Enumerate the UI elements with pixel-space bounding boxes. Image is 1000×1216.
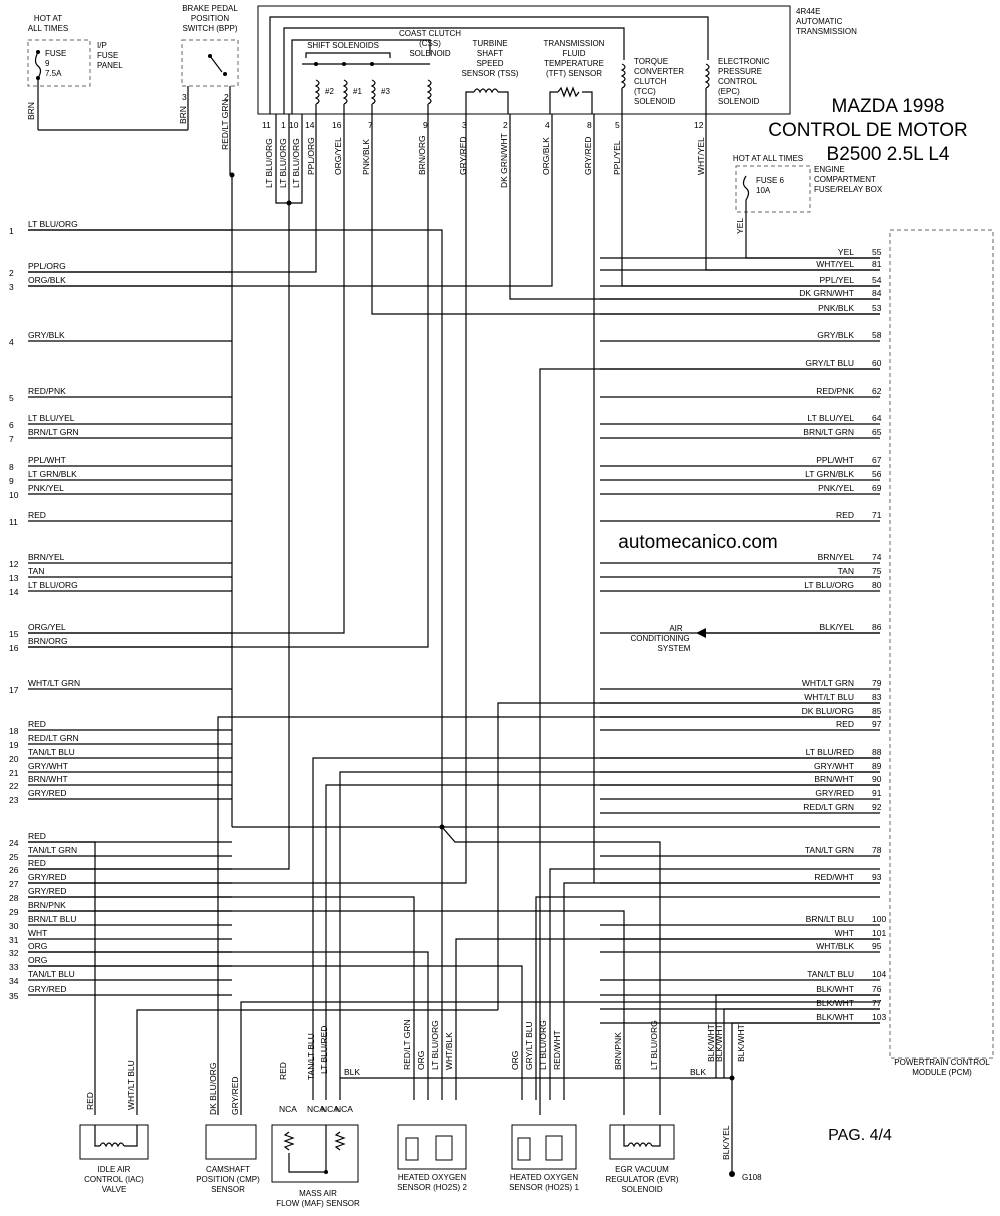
ho2s1-heater-icon — [546, 1136, 562, 1160]
maf-blk-label: BLK — [344, 1067, 361, 1077]
wire-label-lt-blu-org-c: LT BLU/ORG — [291, 138, 301, 188]
right-row-number: 80 — [872, 580, 882, 590]
right-row-number: 85 — [872, 706, 882, 716]
right-row-number: 60 — [872, 358, 882, 368]
page-number: PAG. 4/4 — [828, 1127, 892, 1144]
right-row-number: 89 — [872, 761, 882, 771]
cmp-box — [206, 1125, 256, 1159]
right-row-number: 93 — [872, 872, 882, 882]
left-row-wire-label: LT BLU/ORG — [28, 219, 78, 229]
right-row-number: 69 — [872, 483, 882, 493]
right-row-wire-label: RED — [836, 719, 854, 729]
left-row-wire-label: WHT/LT GRN — [28, 678, 81, 688]
right-row-number: 90 — [872, 774, 882, 784]
ho2s2-label: HEATED OXYGEN SENSOR (HO2S) 2 — [397, 1173, 467, 1192]
left-row-number: 17 — [9, 685, 19, 695]
left-row-wire-label: GRY/BLK — [28, 330, 65, 340]
trans-pin-14: 14 — [305, 120, 315, 130]
ho2s1-box — [512, 1125, 576, 1169]
fuse-6-icon — [744, 176, 749, 200]
right-row-wire-label: PPL/WHT — [816, 455, 854, 465]
trans-pin-1: 1 — [281, 120, 286, 130]
evr-solenoid — [605, 1020, 678, 1194]
tcc-coil-icon — [622, 64, 625, 88]
right-row-wire-label: BLK/WHT — [816, 1012, 854, 1022]
left-row-number: 29 — [9, 907, 19, 917]
right-row-wire-label: BRN/WHT — [814, 774, 854, 784]
maf-wire-red: RED — [278, 1062, 288, 1080]
left-row-number: 12 — [9, 559, 19, 569]
right-row-number: 95 — [872, 941, 882, 951]
iac-coil-icon — [100, 1143, 124, 1146]
left-row-wire-label: PPL/ORG — [28, 261, 66, 271]
right-row-wire-label: GRY/WHT — [814, 761, 854, 771]
sol-2-label: #2 — [325, 87, 334, 96]
left-row-number: 16 — [9, 643, 19, 653]
trans-pin-9: 9 — [423, 120, 428, 130]
right-row-number: 78 — [872, 845, 882, 855]
transmission-connector — [262, 120, 704, 130]
right-row-wire-label: RED — [836, 510, 854, 520]
ho2s-2 — [397, 1019, 467, 1192]
right-row-wire-label: BRN/LT GRN — [803, 427, 854, 437]
right-row-number: 77 — [872, 998, 882, 1008]
wire-label-org-blk: ORG/BLK — [541, 137, 551, 175]
right-row-wire-label: GRY/RED — [815, 788, 854, 798]
maf-nca-1: NCA — [279, 1104, 297, 1114]
pcm-left-rows — [9, 219, 232, 1001]
ho2s1-element-icon — [518, 1138, 530, 1160]
wire-label-gry-red-a: GRY/RED — [458, 136, 468, 175]
cmp-label: CAMSHAFT POSITION (CMP) SENSOR — [196, 1165, 260, 1194]
trans-pin-10: 10 — [289, 120, 299, 130]
right-row-wire-label: WHT/BLK — [816, 941, 854, 951]
left-row-number: 5 — [9, 393, 14, 403]
ip-fuse-panel-1: I/P — [97, 41, 107, 50]
engine-fuse-hot: HOT AT ALL TIMES — [732, 154, 804, 163]
left-row-wire-label: ORG — [28, 955, 48, 965]
evr-box — [610, 1125, 674, 1159]
right-row-wire-label: YEL — [837, 247, 854, 257]
bpp-pin-2: 2 — [224, 92, 229, 102]
right-row-wire-label: GRY/BLK — [817, 330, 854, 340]
left-row-wire-label: GRY/RED — [28, 788, 67, 798]
ho2s2-heater-icon — [436, 1136, 452, 1160]
right-row-number: 64 — [872, 413, 882, 423]
wire-label-dk-grn-wht: DK GRN/WHT — [499, 133, 509, 188]
trans-pin-4: 4 — [545, 120, 550, 130]
wire-label-brn-org: BRN/ORG — [417, 135, 427, 175]
tcc-label: TORQUE CONVERTER CLUTCH (TCC) SOLENOID — [634, 57, 685, 106]
right-row-number: 91 — [872, 788, 882, 798]
left-row-number: 11 — [9, 517, 18, 527]
ho2s1-wire-org: ORG — [510, 1050, 520, 1070]
iac-label: IDLE AIR CONTROL (IAC) VALVE — [84, 1165, 144, 1194]
left-row-number: 2 — [9, 268, 14, 278]
pcm-box — [890, 230, 993, 1058]
evr-wire-lt-blu-org: LT BLU/ORG — [649, 1020, 659, 1070]
ground-wire-blk-yel: BLK/YEL — [721, 1125, 731, 1160]
ip-fuse-wire-label: BRN — [26, 102, 36, 120]
trans-pin-8: 8 — [587, 120, 592, 130]
ho2s-1 — [509, 1020, 579, 1192]
right-row-wire-label: WHT/LT GRN — [801, 678, 854, 688]
right-row-wire-label: BLK/WHT — [816, 998, 854, 1008]
left-row-wire-label: TAN/LT BLU — [28, 747, 75, 757]
right-row-wire-label: TAN — [837, 566, 854, 576]
right-row-number: 76 — [872, 984, 882, 994]
tss-label: TURBINE SHAFT SPEED SENSOR (TSS) — [461, 39, 519, 78]
ho2s2-wire-red-lt-grn: RED/LT GRN — [402, 1019, 412, 1070]
iac-valve — [80, 1060, 148, 1194]
left-row-number: 24 — [9, 838, 19, 848]
ho2s2-wire-org: ORG — [416, 1050, 426, 1070]
trans-pin-16: 16 — [332, 120, 342, 130]
right-row-number: 81 — [872, 259, 882, 269]
left-row-wire-label: LT BLU/ORG — [28, 580, 78, 590]
ground-g108 — [690, 1024, 762, 1182]
right-row-wire-label: LT GRN/BLK — [805, 469, 854, 479]
css-coil-icon — [428, 80, 431, 104]
left-row-wire-label: TAN/LT BLU — [28, 969, 75, 979]
engine-fuse — [733, 154, 883, 258]
maf-resistor-2-icon — [336, 1132, 344, 1150]
right-row-wire-label: LT BLU/YEL — [807, 413, 854, 423]
left-row-number: 28 — [9, 893, 19, 903]
right-row-number: 56 — [872, 469, 882, 479]
left-row-number: 7 — [9, 434, 14, 444]
ho2s2-element-icon — [406, 1138, 418, 1160]
left-row-wire-label: GRY/WHT — [28, 761, 68, 771]
left-row-number: 14 — [9, 587, 19, 597]
ho2s1-label: HEATED OXYGEN SENSOR (HO2S) 1 — [509, 1173, 579, 1192]
left-row-number: 33 — [9, 962, 19, 972]
left-row-number: 27 — [9, 879, 19, 889]
transmission-4r44e — [258, 6, 857, 114]
left-row-wire-label: BRN/PNK — [28, 900, 66, 910]
left-row-wire-label: ORG/BLK — [28, 275, 66, 285]
left-row-wire-label: GRY/RED — [28, 984, 67, 994]
maf-nca-4: NCA — [335, 1104, 353, 1114]
right-row-wire-label: RED/PNK — [816, 386, 854, 396]
pcm-label: POWERTRAIN CONTROL MODULE (PCM) — [894, 1058, 990, 1077]
right-row-wire-label: TAN/LT BLU — [807, 969, 854, 979]
right-row-number: 79 — [872, 678, 882, 688]
left-row-wire-label: WHT — [28, 928, 48, 938]
css-label: COAST CLUTCH (CSS) SOLENOID — [398, 29, 462, 58]
maf-label: MASS AIR FLOW (MAF) SENSOR — [276, 1189, 360, 1208]
left-row-number: 18 — [9, 726, 19, 736]
engine-fuse-rating: 10A — [756, 186, 771, 195]
right-row-number: 92 — [872, 802, 882, 812]
left-row-wire-label: PNK/YEL — [28, 483, 64, 493]
left-row-wire-label: TAN — [28, 566, 45, 576]
left-row-wire-label: BRN/WHT — [28, 774, 68, 784]
left-row-number: 21 — [9, 768, 19, 778]
sol-1-label: #1 — [353, 87, 362, 96]
right-row-number: 55 — [872, 247, 882, 257]
ground-wire-2: BLK/WHT — [714, 1024, 724, 1062]
hot-at-all-times-label: HOT AT ALL TIMES — [27, 14, 69, 33]
trans-pin-7: 7 — [368, 120, 373, 130]
right-row-number: 86 — [872, 622, 882, 632]
right-row-wire-label: RED/LT GRN — [803, 802, 854, 812]
ho2s1-wire-red-wht: RED/WHT — [552, 1030, 562, 1070]
engine-fuse-name: FUSE 6 — [756, 176, 785, 185]
tft-thermistor-icon — [558, 88, 579, 96]
left-row-wire-label: ORG — [28, 941, 48, 951]
left-row-number: 20 — [9, 754, 19, 764]
left-row-number: 6 — [9, 420, 14, 430]
left-row-wire-label: RED — [28, 831, 46, 841]
right-row-number: 104 — [872, 969, 887, 979]
bpp-box — [182, 40, 238, 86]
left-row-wire-label: BRN/LT GRN — [28, 427, 79, 437]
trans-pin-11: 11 — [262, 120, 271, 130]
title-line-1: MAZDA 1998 — [831, 96, 945, 117]
right-row-wire-label: PNK/BLK — [818, 303, 854, 313]
engine-fuse-wire-label: YEL — [735, 217, 745, 234]
evr-coil-icon — [628, 1143, 652, 1146]
ip-fuse — [26, 14, 188, 130]
right-row-number: 84 — [872, 288, 882, 298]
right-row-number: 103 — [872, 1012, 887, 1022]
wire-label-pnk-blk: PNK/BLK — [361, 139, 371, 175]
right-row-wire-label: LT BLU/RED — [805, 747, 854, 757]
right-row-wire-label: DK BLU/ORG — [801, 706, 854, 716]
right-row-number: 97 — [872, 719, 882, 729]
right-row-wire-label: BLK/WHT — [816, 984, 854, 994]
title-line-3: B2500 2.5L L4 — [826, 144, 950, 165]
shift-solenoids-label: SHIFT SOLENOIDS — [307, 41, 379, 50]
right-row-number: 71 — [872, 510, 882, 520]
left-row-number: 9 — [9, 476, 14, 486]
left-row-number: 22 — [9, 781, 19, 791]
right-row-wire-label: LT BLU/ORG — [804, 580, 854, 590]
ho2s2-wire-lt-blu-org: LT BLU/ORG — [430, 1020, 440, 1070]
left-row-number: 31 — [9, 935, 19, 945]
left-row-wire-label: TAN/LT GRN — [28, 845, 78, 855]
tft-label: TRANSMISSION FLUID TEMPERATURE (TFT) SENSOR — [543, 39, 605, 78]
cmp-wire-gry-red: GRY/RED — [230, 1076, 240, 1115]
right-row-number: 65 — [872, 427, 882, 437]
switch-icon — [210, 56, 222, 72]
right-row-wire-label: WHT — [834, 928, 854, 938]
right-row-number: 100 — [872, 914, 887, 924]
ground-wire-3: BLK/WHT — [736, 1024, 746, 1062]
right-row-wire-label: DK GRN/WHT — [799, 288, 854, 298]
left-row-number: 1 — [9, 226, 14, 236]
left-row-wire-label: RED — [28, 719, 46, 729]
right-row-number: 101 — [872, 928, 887, 938]
left-row-number: 26 — [9, 865, 19, 875]
left-row-number: 34 — [9, 976, 19, 986]
left-row-wire-label: BRN/ORG — [28, 636, 68, 646]
right-row-number: 54 — [872, 275, 882, 285]
ip-fuse-number: 9 — [45, 59, 50, 68]
left-row-number: 3 — [9, 282, 14, 292]
right-row-wire-label: BRN/YEL — [817, 552, 854, 562]
transmission-box — [258, 6, 790, 114]
ground-blk-label: BLK — [690, 1067, 707, 1077]
evr-label: EGR VACUUM REGULATOR (EVR) SOLENOID — [605, 1165, 679, 1194]
right-row-number: 74 — [872, 552, 882, 562]
left-row-wire-label: BRN/LT BLU — [28, 914, 77, 924]
trans-pin-5: 5 — [615, 120, 620, 130]
right-row-number: 88 — [872, 747, 882, 757]
ac-system-label: AIR CONDITIONING SYSTEM — [630, 624, 691, 653]
right-row-number: 58 — [872, 330, 882, 340]
maf-wire-lt-blu-red: LT BLU/RED — [319, 1025, 329, 1074]
wire-label-gry-red-b: GRY/RED — [583, 136, 593, 175]
left-row-wire-label: GRY/RED — [28, 872, 67, 882]
right-row-wire-label: PNK/YEL — [818, 483, 854, 493]
watermark: automecanico.com — [618, 532, 778, 553]
right-row-wire-label: RED/WHT — [814, 872, 854, 882]
maf-resistor-icon — [285, 1132, 293, 1150]
iac-wire-wht-lt-blu: WHT/LT BLU — [126, 1060, 136, 1110]
transmission-label: 4R44E AUTOMATIC TRANSMISSION — [796, 7, 857, 36]
fuse-icon — [36, 52, 41, 78]
ip-fuse-panel-2: FUSE — [97, 51, 119, 60]
ho2s2-wire-wht-blk: WHT/BLK — [444, 1032, 454, 1070]
maf-sensor — [272, 1026, 360, 1208]
left-row-number: 19 — [9, 740, 19, 750]
ho2s2-box — [398, 1125, 466, 1169]
left-row-wire-label: GRY/RED — [28, 886, 67, 896]
ip-fuse-name: FUSE — [45, 49, 67, 58]
epc-label: ELECTRONIC PRESSURE CONTROL (EPC) SOLENOID — [718, 57, 770, 106]
shift-solenoid-3-coil-icon — [372, 80, 375, 104]
iac-wire-red: RED — [85, 1092, 95, 1110]
right-row-number: 62 — [872, 386, 882, 396]
sol-3-label: #3 — [381, 87, 390, 96]
transmission-wire-labels — [264, 133, 706, 188]
right-row-wire-label: BLK/YEL — [819, 622, 854, 632]
left-row-wire-label: RED/LT GRN — [28, 733, 79, 743]
wire-label-ppl-yel: PPL/YEL — [612, 140, 622, 175]
right-row-wire-label: PPL/YEL — [819, 275, 854, 285]
left-row-number: 13 — [9, 573, 19, 583]
ho2s1-wire-gry-lt-blu: GRY/LT BLU — [524, 1021, 534, 1070]
bpp-wire-red-lt-grn: RED/LT GRN — [220, 99, 230, 150]
left-row-wire-label: BRN/YEL — [28, 552, 65, 562]
transmission-wires — [28, 114, 880, 883]
bpp-wire-brn: BRN — [178, 106, 188, 124]
left-row-number: 35 — [9, 991, 19, 1001]
title-line-2: CONTROL DE MOTOR — [768, 120, 968, 141]
wire-label-lt-blu-org-b: LT BLU/ORG — [278, 138, 288, 188]
left-row-wire-label: RED — [28, 510, 46, 520]
left-row-number: 15 — [9, 629, 19, 639]
left-row-wire-label: RED/PNK — [28, 386, 66, 396]
right-row-wire-label: BRN/LT BLU — [805, 914, 854, 924]
ground-label: G108 — [742, 1173, 762, 1182]
left-row-wire-label: PPL/WHT — [28, 455, 66, 465]
right-row-wire-label: GRY/LT BLU — [805, 358, 854, 368]
right-row-wire-label: TAN/LT GRN — [804, 845, 854, 855]
left-row-number: 30 — [9, 921, 19, 931]
left-row-number: 10 — [9, 490, 19, 500]
left-row-number: 8 — [9, 462, 14, 472]
maf-nca-2: NCA — [307, 1104, 325, 1114]
ground-icon — [729, 1171, 735, 1177]
left-row-wire-label: LT GRN/BLK — [28, 469, 77, 479]
ground-wire-1: BLK/WHT — [706, 1024, 716, 1062]
ip-fuse-rating: 7.5A — [45, 69, 62, 78]
bpp-switch — [178, 4, 238, 827]
left-row-wire-label: ORG/YEL — [28, 622, 66, 632]
trans-pin-3: 3 — [462, 120, 467, 130]
left-row-number: 4 — [9, 337, 14, 347]
right-row-number: 53 — [872, 303, 882, 313]
wire-label-lt-blu-org-a: LT BLU/ORG — [264, 138, 274, 188]
wire-label-ppl-org: PPL/ORG — [306, 137, 316, 175]
trans-pin-2: 2 — [503, 120, 508, 130]
internal-wires — [28, 230, 880, 1172]
maf-wire-tan-lt-blu: TAN/LT BLU — [306, 1033, 316, 1080]
trans-pin-12: 12 — [694, 120, 704, 130]
cmp-sensor — [196, 1063, 260, 1194]
right-row-number: 83 — [872, 692, 882, 702]
bpp-label: BRAKE PEDAL POSITION SWITCH (BPP) — [182, 4, 238, 33]
evr-wire-brn-pnk: BRN/PNK — [613, 1032, 623, 1070]
epc-coil-icon — [706, 64, 709, 88]
cmp-wire-dk-blu-org: DK BLU/ORG — [208, 1062, 218, 1115]
iac-box — [80, 1125, 148, 1159]
shift-solenoid-2-coil-icon — [316, 80, 319, 104]
maf-nca-3: NCA — [321, 1104, 339, 1114]
wire-label-wht-yel: WHT/YEL — [696, 137, 706, 175]
ho2s1-wire-lt-blu-org: LT BLU/ORG — [538, 1020, 548, 1070]
left-row-wire-label: RED — [28, 858, 46, 868]
bpp-pin-3: 3 — [182, 92, 187, 102]
right-row-number: 75 — [872, 566, 882, 576]
right-row-wire-label: WHT/LT BLU — [804, 692, 854, 702]
left-row-number: 23 — [9, 795, 19, 805]
right-row-number: 67 — [872, 455, 882, 465]
tss-coil-icon — [474, 89, 498, 92]
ip-fuse-panel-3: PANEL — [97, 61, 123, 70]
left-row-number: 32 — [9, 948, 19, 958]
wire-label-org-yel: ORG/YEL — [333, 137, 343, 175]
engine-fuse-box-label: ENGINE COMPARTMENT FUSE/RELAY BOX — [814, 165, 883, 194]
left-row-wire-label: LT BLU/YEL — [28, 413, 75, 423]
right-row-wire-label: WHT/YEL — [816, 259, 854, 269]
left-row-number: 25 — [9, 852, 19, 862]
shift-solenoid-1-coil-icon — [344, 80, 347, 104]
maf-box — [272, 1125, 358, 1182]
